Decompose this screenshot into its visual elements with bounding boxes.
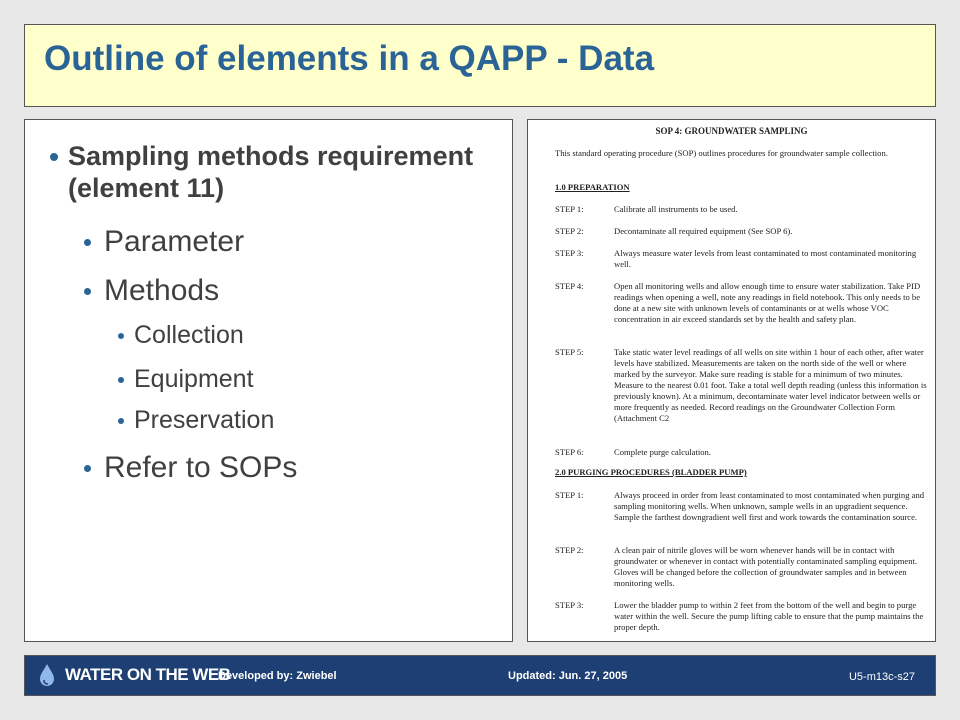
document-step: [555, 545, 930, 589]
slide-title: Outline of elements in a QAPP - Data: [44, 39, 655, 78]
footer-bar: [24, 655, 936, 696]
bullet-dot-icon: [50, 153, 58, 161]
water-drop-logo-icon: [35, 662, 59, 690]
document-step: [555, 204, 930, 215]
document-title: SOP 4: GROUNDWATER SAMPLING: [655, 126, 808, 136]
document-step: [555, 226, 930, 237]
bullet-dot-icon: [84, 239, 91, 246]
logo-text: WATER ON THE WEB: [65, 665, 231, 684]
bullet-methods: [83, 274, 219, 308]
bullet-preservation: [118, 406, 274, 435]
bullet-equipment: [118, 365, 254, 394]
step-label: STEP 2:: [555, 545, 584, 555]
bullet-text: Parameter: [104, 225, 245, 258]
step-text: Take static water level readings of all wells on site within 1 hour of each other, after water levels have stabilized. Measurements are taken on the north side of the well or where marked by the surveyor. Make sure reading is stable for a minimum of two minutes. Measure to the nearest 0.01 foot. Take a total well depth reading (unless this information is previously known). At a minimum, decontaminate water level indicator between wells or more frequently as needed. Record readings on the Groundwater Collection Form (Attachment C2: [614, 347, 927, 423]
step-text: Lower the bladder pump to within 2 feet from the bottom of the well and begin to purge water within the well. Secure the pump lifting cable to ensure that the pump maintains the proper depth.: [614, 600, 924, 632]
bullet-text: Equipment: [134, 365, 254, 393]
bullet-parameter: [83, 225, 244, 259]
section-heading: 1.0 PREPARATION: [555, 182, 630, 192]
document-step: [555, 600, 930, 633]
step-text: Always proceed in order from least contaminated to most contaminated when purging and sampling monitoring wells. When unknown, sample wells in an upgradient sequence. Sample the farthest downgradient well first and work towards the contamination source.: [614, 490, 925, 522]
sop-document: [527, 119, 936, 642]
bullet-dot-icon: [118, 418, 124, 424]
bullet-panel: [24, 119, 513, 642]
slide-id: U5-m13c-s27: [848, 671, 915, 683]
document-step: [555, 490, 930, 523]
title-box: [24, 24, 936, 107]
bullet-collection: [118, 321, 244, 350]
document-step: [555, 347, 930, 424]
step-label: STEP 1:: [555, 490, 584, 500]
bullet-text: Preservation: [134, 406, 275, 434]
step-text: Calibrate all instruments to be used.: [614, 204, 738, 214]
step-label: STEP 3:: [555, 600, 584, 610]
step-text: Open all monitoring wells and allow enough time to ensure water stabilization. Take PID readings when opening a well, note any readings in field notebook. This only needs to be done at a new site with unknown levels of contaminants or at wells whose VOC concentration in air exceed standards set by the health and safety plan.: [614, 281, 921, 324]
bullet-text: Methods: [104, 274, 220, 307]
step-text: Decontaminate all required equipment (See SOP 6).: [614, 226, 793, 236]
step-label: STEP 1:: [555, 204, 584, 214]
step-text: A clean pair of nitrile gloves will be worn whenever hands will be in contact with groundwater or whenever in contact with potentially contaminated sampling equipment. Gloves will be changed before the collection of groundwater samples and in between monitoring wells.: [614, 545, 918, 588]
bullet-refer-sops: [83, 451, 297, 485]
document-step: [555, 281, 930, 325]
step-label: STEP 5:: [555, 347, 584, 357]
bullet-sampling-methods: [45, 140, 485, 204]
step-label: STEP 4:: [555, 281, 584, 291]
bullet-text: Refer to SOPs: [104, 451, 298, 484]
section-heading: 2.0 PURGING PROCEDURES (BLADDER PUMP): [555, 467, 747, 477]
bullet-dot-icon: [84, 465, 91, 472]
bullet-text: Collection: [134, 321, 244, 349]
step-label: STEP 6:: [555, 447, 584, 457]
document-step: [555, 447, 930, 458]
step-text: Always measure water levels from least contaminated to most contaminated monitoring well.: [614, 248, 917, 269]
step-text: Complete purge calculation.: [614, 447, 711, 457]
bullet-dot-icon: [118, 377, 124, 383]
updated-date: Updated: Jun. 27, 2005: [508, 670, 628, 682]
document-step: [555, 248, 930, 270]
bullet-dot-icon: [84, 288, 91, 295]
developed-by: Developed by: Zwiebel: [218, 670, 337, 682]
bullet-dot-icon: [118, 333, 124, 339]
step-label: STEP 2:: [555, 226, 584, 236]
step-label: STEP 3:: [555, 248, 584, 258]
document-intro: This standard operating procedure (SOP) outlines procedures for groundwater sample collection.: [555, 148, 888, 158]
bullet-text: Sampling methods requirement (element 11): [68, 141, 474, 203]
